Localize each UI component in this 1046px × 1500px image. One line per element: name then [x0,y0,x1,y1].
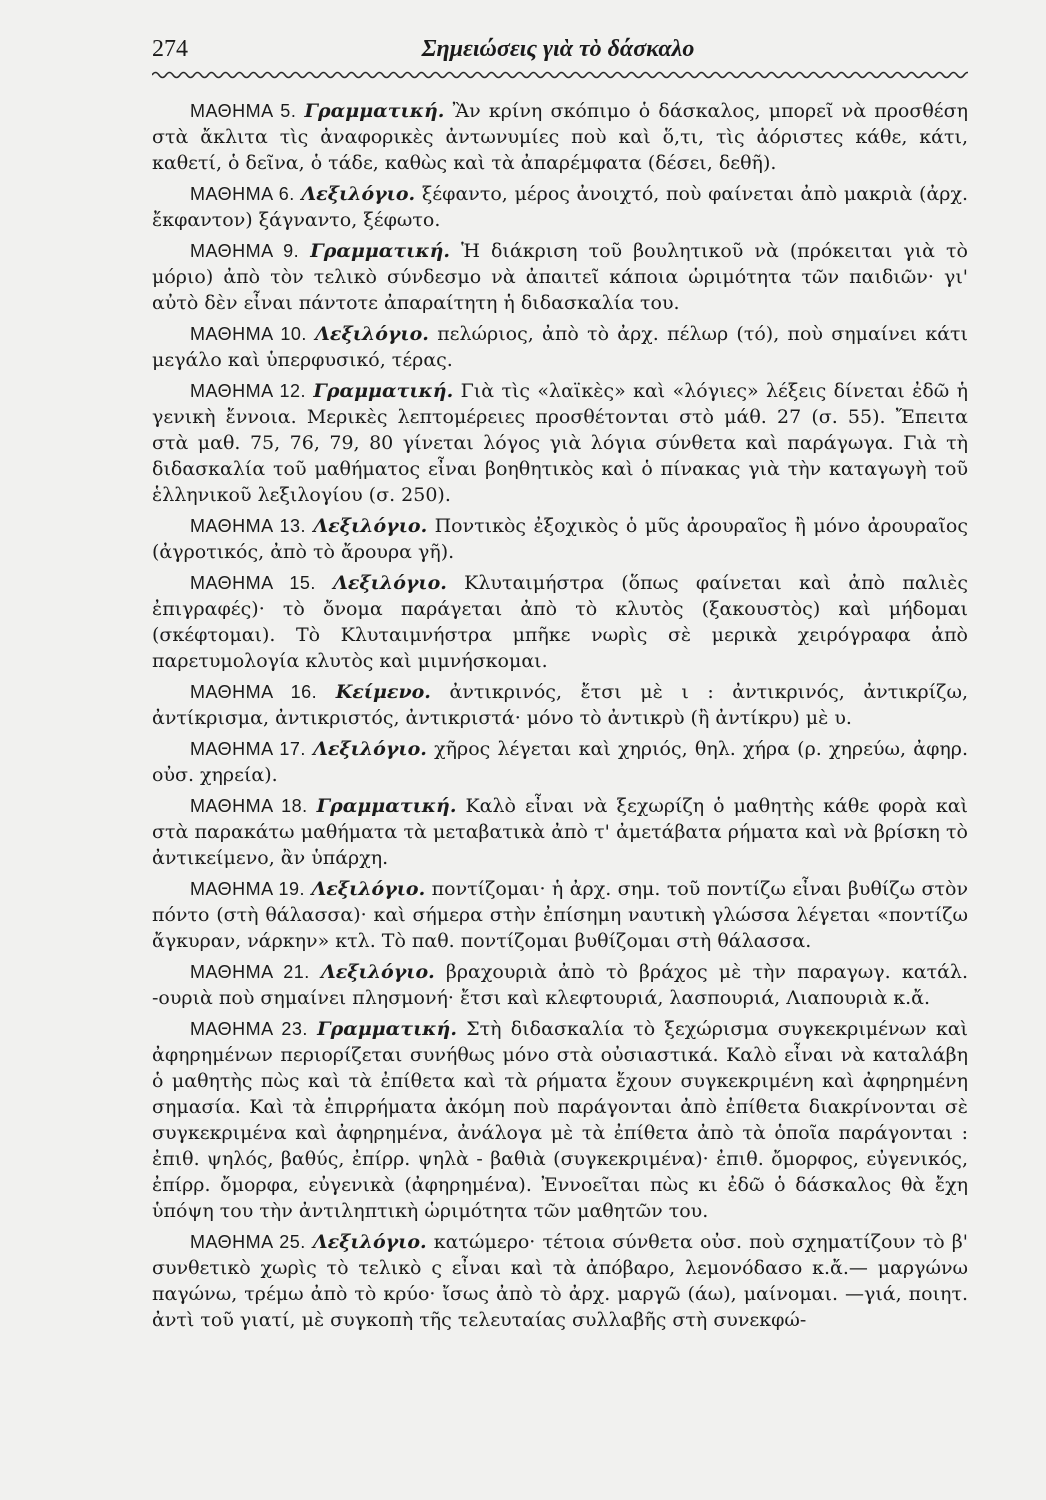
lesson-label: ΜΑΘΗΜΑ 21. [190,962,310,982]
lesson-text: Γιὰ τὶς «λαϊκὲς» καὶ «λόγιες» λέξεις δίνεται ἐδῶ ἡ γενικὴ ἔννοια. Μερικὲς λεπτομέρειες προσθέτονται στὸ μάθ. 27 (σ. 55). Ἔπειτα στὰ μαθ. 75, 76, 79, 80 γίνεται λόγος γιὰ λόγια σύνθετα καὶ παράγωγα. Γιὰ τὴ διδασκαλία τοῦ μαθήματος εἶναι βοηθητικὸς καὶ ὁ πίνακας γιὰ τὴν καταγωγὴ τοῦ ἑλληνικοῦ λεξιλογίου (σ. 250). [152,380,969,506]
lesson-text: Ποντικὸς ἐξοχικὸς ὁ μῦς ἀρουραῖος ἢ μόνο ἀρουραῖος (ἀγροτικός, ἀπὸ τὸ ἄρουρα γῆ). [152,515,969,563]
lesson-topic: Γραμματική. [310,240,451,262]
lesson-entry [152,793,968,871]
running-header [152,28,964,68]
lesson-entry [152,238,968,316]
lesson-text: Στὴ διδασκαλία τὸ ξεχώρισμα συγκεκριμένων καὶ ἀφηρημένων περιορίζεται συνήθως μόνο στὰ οὐσιαστικά. Καλὸ εἶναι νὰ καταλάβη ὁ μαθητὴς πὼς καὶ τὰ ἐπίθετα καὶ τὰ ρήματα ἔχουν συγκεκριμένη καὶ ἀφηρημένη σημασία. Καὶ τὰ ἐπιρρήματα ἀκόμη ποὺ παράγονται ἀπὸ ἐπίθετα διακρίνονται σὲ συγκεκριμένα καὶ ἀφηρημένα, ἀνάλογα μὲ τὰ ἐπίθετα ἀπὸ τὰ ὁποῖα παράγονται : ἐπιθ. ψηλός, βαθύς, ἐπίρρ. ψηλὰ - βαθιὰ (συγκεκριμένα)· ἐπιθ. ὄμορφος, εὐγενικός, ἐπίρρ. ὄμορφα, εὐγενικὰ (ἀφηρημένα). Ἐννοεῖται πὼς κι ἐδῶ ὁ δάσκαλος θὰ ἔχη ὑπόψη του τὴν ἀντιληπτικὴ ὡριμότητα τῶν μαθητῶν του. [152,1018,968,1222]
lesson-topic: Γραμματική. [317,1018,457,1040]
lesson-text: χῆρος λέγεται καὶ χηριός, θηλ. χήρα (ρ. χηρεύω, ἀφηρ. οὐσ. χηρεία). [152,738,968,786]
lesson-text: κατώμερο· τέτοια σύνθετα οὐσ. ποὺ σχηματίζουν τὸ β' συνθετικὸ χωρὶς τὸ τελικὸ ς εἶναι καὶ τὰ ἀπόβαρο, λεμονόδασο κ.ἄ.— μαργώνω παγώνω, τρέμω ἀπὸ τὸ κρύο· ἴσως ἀπὸ τὸ ἀρχ. μαργῶ (άω), μαίνομαι. —γιά, ποιητ. ἀντὶ τοῦ γιατί, μὲ συγκοπὴ τῆς τελευταίας συλλαβῆς στὴ συνεκφώ- [152,1231,969,1331]
lesson-entry [152,321,968,373]
lesson-label: ΜΑΘΗΜΑ 9. [190,241,300,261]
lesson-topic: Λεξιλόγιο. [311,878,426,900]
lesson-text: ἀντικρινός, ἔτσι μὲ ι : ἀντικρινός, ἀντικρίζω, ἀντίκρισμα, ἀντικριστός, ἀντικριστά· μόνο τὸ ἀντικρὺ (ἢ ἀντίκρυ) μὲ υ. [152,681,968,729]
lesson-label: ΜΑΘΗΜΑ 18. [190,796,308,816]
lesson-label: ΜΑΘΗΜΑ 12. [190,381,306,401]
lesson-entry [152,181,968,233]
lesson-label: ΜΑΘΗΜΑ 15. [190,573,316,593]
lesson-label: ΜΑΘΗΜΑ 25. [190,1232,306,1252]
lesson-text: Καλὸ εἶναι νὰ ξεχωρίζη ὁ μαθητὴς κάθε φορὰ καὶ στὰ παρακάτω μαθήματα τὰ μεταβατικὰ ἀπὸ τ' ἀμετάβατα ρήματα καὶ νὰ βρίσκη τὸ ἀντικείμενο, ἂν ὑπάρχη. [152,795,969,869]
lesson-topic: Κείμενο. [335,681,431,703]
lesson-text: Ἡ διάκριση τοῦ βουλητικοῦ νὰ (πρόκειται γιὰ τὸ μόριο) ἀπὸ τὸν τελικὸ σύνδεσμο νὰ ἀπαιτεῖ κάποια ὡριμότητα τῶν παιδιῶν· γι' αὐτὸ δὲν εἶναι πάντοτε ἀπαραίτητη ἡ διδασκαλία του. [152,240,968,314]
lesson-label: ΜΑΘΗΜΑ 5. [190,101,297,121]
lesson-label: ΜΑΘΗΜΑ 6. [190,184,295,204]
lesson-topic: Λεξιλόγιο. [315,323,429,345]
lesson-topic: Λεξιλόγιο. [301,183,416,205]
lesson-entry [152,1016,968,1224]
lesson-entry [152,679,968,731]
lesson-label: ΜΑΘΗΜΑ 17. [190,739,306,759]
lesson-entry [152,1229,968,1333]
lesson-label: ΜΑΘΗΜΑ 23. [190,1019,308,1039]
lesson-topic: Λεξιλόγιο. [313,738,427,760]
body-text [152,98,968,1338]
lesson-topic: Γραμματική. [313,380,454,402]
lesson-topic: Γραμματική. [304,100,445,122]
running-title: Σημειώσεις γιὰ τὸ δάσκαλο [421,36,695,62]
lesson-text: βραχουριὰ ἀπὸ τὸ βράχος μὲ τὴν παραγωγ. κατάλ. -ουριὰ ποὺ σημαίνει πλησμονή· ἔτσι καὶ κλεφτουριά, λασπουριά, Λιαπουριὰ κ.ἄ. [152,961,968,1009]
lesson-text: ποντίζομαι· ἡ ἀρχ. σημ. τοῦ ποντίζω εἶναι βυθίζω στὸν πόντο (στὴ θάλασσα)· καὶ σήμερα στὴν ἐπίσημη ναυτικὴ γλώσσα λέγεται «ποντίζω ἄγκυραν, νάρκην» κτλ. Τὸ παθ. ποντίζομαι βυθίζομαι στὴ θάλασσα. [152,878,969,952]
lesson-entry [152,876,968,954]
lesson-label: ΜΑΘΗΜΑ 10. [190,324,307,344]
lesson-label: ΜΑΘΗΜΑ 16. [190,682,318,702]
lesson-text: Ἂν κρίνη σκόπιμο ὁ δάσκαλος, μπορεῖ νὰ προσθέση στὰ ἄκλιτα τὶς ἀναφορικὲς ἀντωνυμίες ποὺ καὶ ὅ,τι, τὶς ἀόριστες κάθε, κάτι, καθετί, ὁ δεῖνα, ὁ τάδε, καθὼς καὶ τὰ ἀπαρέμφατα (δέσει, δεθῆ). [152,100,968,174]
lesson-text: Κλυταιμήστρα (ὅπως φαίνεται καὶ ἀπὸ παλιὲς ἐπιγραφές)· τὸ ὄνομα παράγεται ἀπὸ τὸ κλυτὸς (ξακουστὸς) καὶ μήδομαι (σκέφτομαι). Τὸ Κλυταιμνήστρα μπῆκε νωρὶς σὲ μερικὰ χειρόγραφα ἀπὸ παρετυμολογία κλυτὸς καὶ μιμνήσκομαι. [152,572,969,672]
wavy-header-rule [152,68,968,82]
lesson-topic: Λεξιλόγιο. [312,1231,427,1253]
lesson-topic: Λεξιλόγιο. [313,515,428,537]
lesson-entry [152,959,968,1011]
lesson-topic: Λεξιλόγιο. [333,572,447,594]
lesson-topic: Γραμματική. [316,795,457,817]
lesson-topic: Λεξιλόγιο. [320,961,435,983]
lesson-text: πελώριος, ἀπὸ τὸ ἀρχ. πέλωρ (τό), ποὺ σημαίνει κάτι μεγάλο καὶ ὑπερφυσικό, τέρας. [152,323,968,371]
lesson-label: ΜΑΘΗΜΑ 13. [190,516,307,536]
lesson-entry [152,570,968,674]
lesson-text: ξέφαντο, μέρος ἀνοιχτό, ποὺ φαίνεται ἀπὸ μακριὰ (ἀρχ. ἔκφαντον) ξάγναντο, ξέφωτο. [152,183,968,231]
lesson-entry [152,513,968,565]
page-number: 274 [152,36,188,62]
lesson-entry [152,378,968,508]
lesson-label: ΜΑΘΗΜΑ 19. [190,879,306,899]
lesson-entry [152,98,968,176]
lesson-entry [152,736,968,788]
